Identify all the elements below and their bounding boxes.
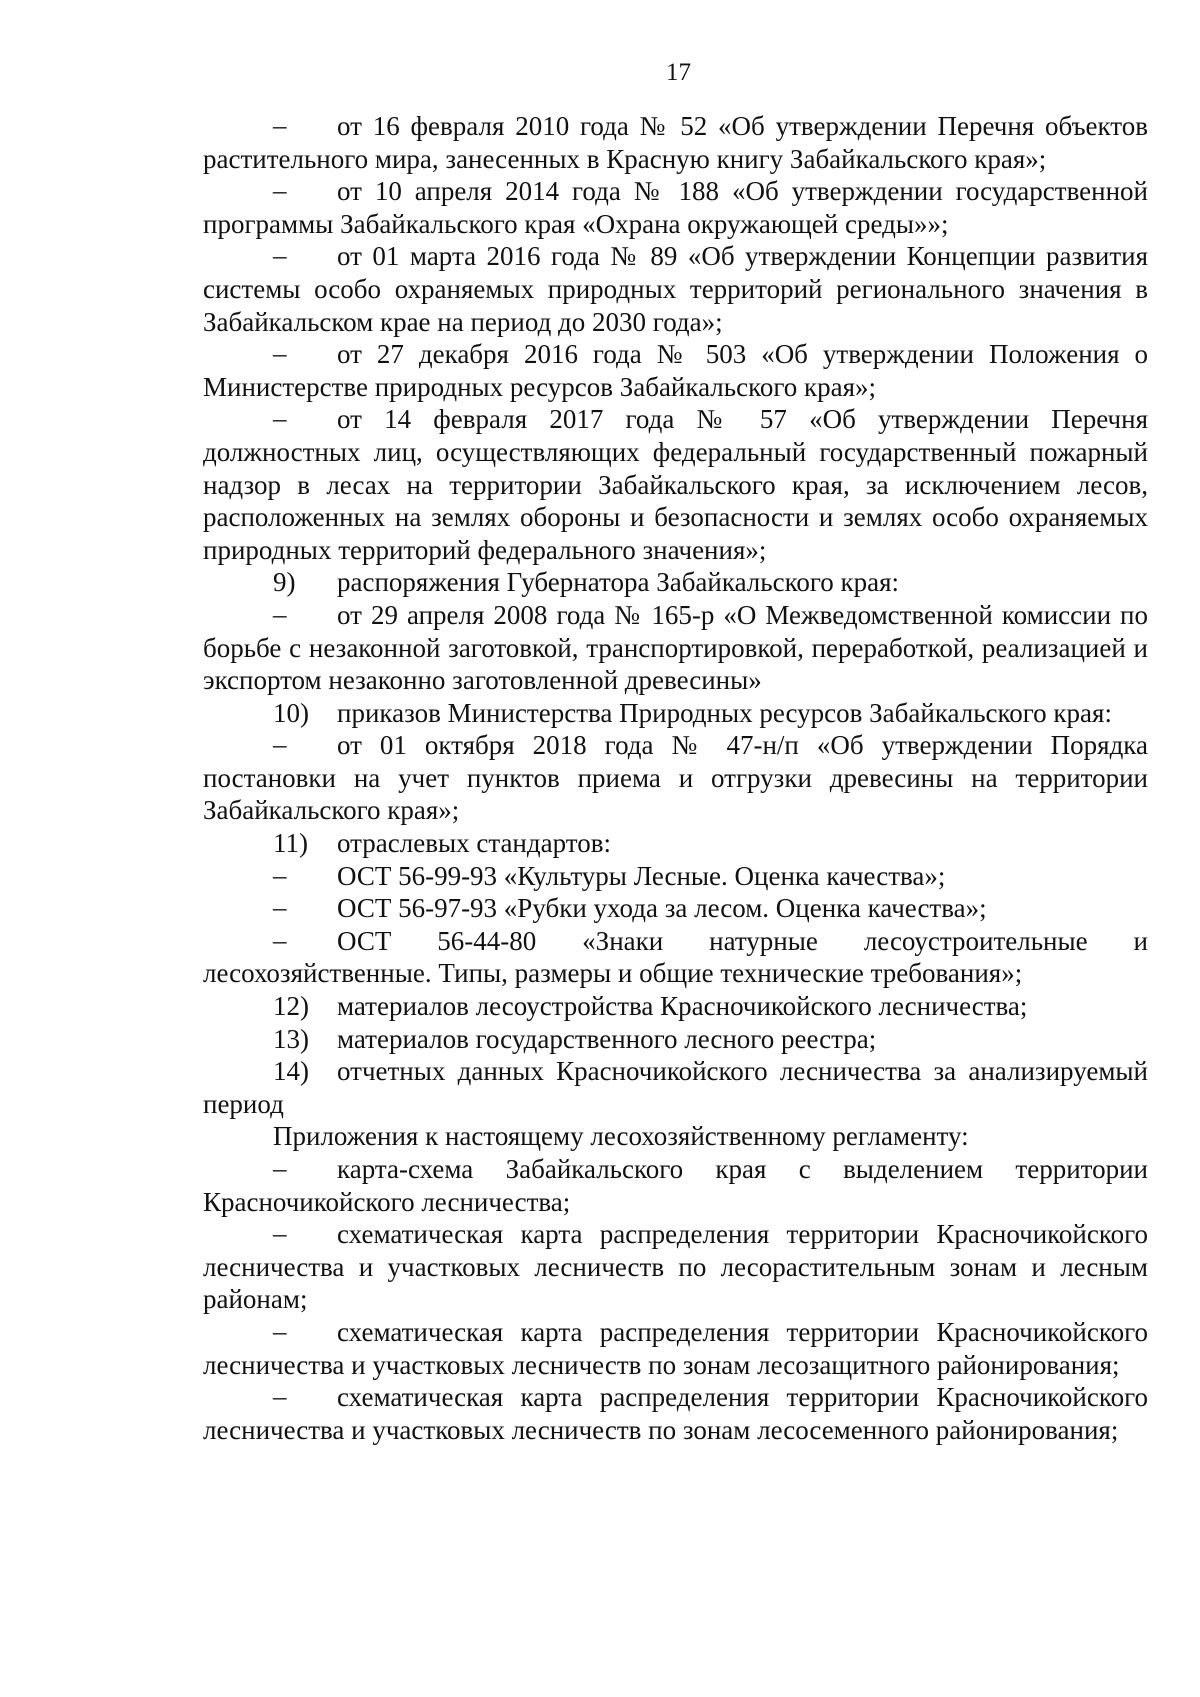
list-item <box>203 1218 1148 1316</box>
list-number: 9) <box>273 567 296 598</box>
list-item-text: материалов лесоустройства Красночикойского лесничества; <box>337 991 1028 1022</box>
list-item-text: материалов государственного лесного реестра; <box>337 1023 877 1054</box>
list-item <box>203 1153 1148 1218</box>
list-item <box>203 860 1148 893</box>
list-item <box>203 403 1148 566</box>
list-item-text: схематическая карта распределения территории Красночикойского лесничества и участковых лесничеств по зонам лесосеменного районирования; <box>203 1382 1148 1445</box>
list-marker: – <box>273 729 287 760</box>
list-marker: – <box>273 403 287 434</box>
list-item-text: отраслевых стандартов: <box>337 828 611 859</box>
numbered-item <box>203 1055 1148 1120</box>
list-item <box>203 110 1148 175</box>
page-number: 17 <box>666 59 691 86</box>
list-marker: – <box>273 924 287 955</box>
list-item-text: от 01 октября 2018 года № 47-н/п «Об утверждении Порядка постановки на учет пунктов приема и отгрузки древесины на территории Забайкальского края»; <box>203 730 1148 826</box>
list-number: 10) <box>273 697 309 728</box>
list-marker: – <box>273 240 287 271</box>
list-item-text: от 14 февраля 2017 года № 57 «Об утверждении Перечня должностных лиц, осуществляющих федеральный государственный пожарный надзор в лесах на территории Забайкальского края, за исключением лесов, расположенных на землях обороны и безопасности и землях особо охраняемых природных территорий федерального значения»; <box>203 404 1148 565</box>
list-item <box>203 240 1148 338</box>
list-item-text: распоряжения Губернатора Забайкальского края: <box>337 567 899 598</box>
list-item <box>203 338 1148 403</box>
list-item <box>203 599 1148 697</box>
list-item <box>203 1316 1148 1381</box>
list-item-text: от 01 марта 2016 года № 89 «Об утверждении Концепции развития системы особо охраняемых природных территорий регионального значения в Забайкальском крае на период до 2030 года»; <box>203 241 1148 337</box>
appendix-heading-text: Приложения к настоящему лесохозяйственному регламенту: <box>273 1121 969 1152</box>
appendix-heading <box>203 1120 1148 1153</box>
list-item-text: приказов Министерства Природных ресурсов Забайкальского края: <box>337 697 1112 728</box>
list-item <box>203 925 1148 990</box>
list-marker: – <box>273 1315 287 1346</box>
list-number: 12) <box>273 991 309 1022</box>
list-item-text: от 29 апреля 2008 года № 165-р «О Межведомственной комиссии по борьбе с незаконной заготовкой, транспортировкой, переработкой, реализацией и экспортом незаконно заготовленной древесины» <box>203 599 1148 696</box>
numbered-item <box>203 990 1148 1023</box>
list-item-text: схематическая карта распределения территории Красночикойского лесничества и участковых лесничеств по лесорастительным зонам и лесным районам; <box>203 1219 1148 1315</box>
list-item-text: от 10 апреля 2014 года № 188 «Об утверждении государственной программы Забайкальского края «Охрана окружающей среды»»; <box>203 176 1148 239</box>
list-item <box>203 729 1148 827</box>
numbered-item <box>203 827 1148 860</box>
list-item <box>203 1381 1148 1446</box>
list-item-text: ОСТ 56-99-93 «Культуры Лесные. Оценка качества»; <box>337 860 946 891</box>
list-number: 14) <box>273 1056 309 1087</box>
list-marker: – <box>273 175 287 206</box>
list-item-text: ОСТ 56-44-80 «Знаки натурные лесоустроительные и лесохозяйственные. Типы, размеры и общие технические требования»; <box>203 925 1148 989</box>
numbered-item <box>203 697 1148 730</box>
list-marker: – <box>273 1381 287 1412</box>
list-item-text: схематическая карта распределения территории Красночикойского лесничества и участковых лесничеств по зонам лесозащитного районирования; <box>203 1316 1148 1380</box>
list-marker: – <box>273 338 287 369</box>
list-item <box>203 175 1148 240</box>
list-item-text: от 16 февраля 2010 года № 52 «Об утверждении Перечня объектов растительного мира, занесенных в Красную книгу Забайкальского края»; <box>203 111 1148 174</box>
list-number: 13) <box>273 1023 309 1054</box>
list-marker: – <box>273 1218 287 1249</box>
numbered-item <box>203 1023 1148 1056</box>
list-item-text: ОСТ 56-97-93 «Рубки ухода за лесом. Оценка качества»; <box>337 893 987 924</box>
list-item <box>203 892 1148 925</box>
list-marker: – <box>273 598 287 629</box>
list-marker: – <box>273 892 287 923</box>
list-number: 11) <box>273 828 308 859</box>
list-marker: – <box>273 110 287 140</box>
list-item-text: отчетных данных Красночикойского лесничества за анализируемый период <box>203 1056 1148 1119</box>
numbered-item <box>203 566 1148 599</box>
list-marker: – <box>273 859 287 890</box>
list-item-text: от 27 декабря 2016 года № 503 «Об утверждении Положения о Министерстве природных ресурсов Забайкальского края»; <box>203 339 1148 402</box>
document-body <box>203 110 1148 1446</box>
list-marker: – <box>273 1153 287 1183</box>
list-item-text: карта-схема Забайкальского края с выделением территории Красночикойского лесничества; <box>203 1154 1148 1217</box>
